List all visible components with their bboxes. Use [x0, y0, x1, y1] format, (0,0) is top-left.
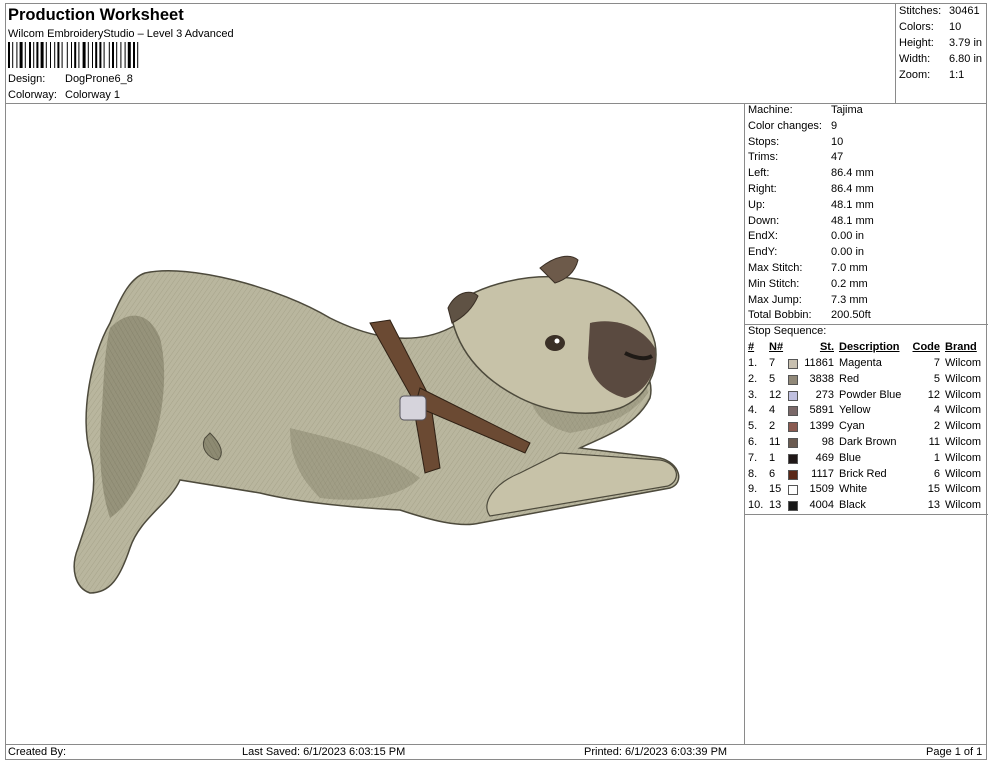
- thread-brand: Wilcom: [945, 420, 982, 433]
- stop-table-row: [745, 357, 988, 373]
- machine-info-row: [748, 136, 986, 152]
- thread-brand: Wilcom: [945, 436, 982, 448]
- machine-info-value: 0.00 in: [831, 230, 865, 243]
- stitch-count: 5891: [809, 404, 834, 417]
- printed-date: Printed: 6/1/2023 6:03:39 PM: [584, 746, 728, 758]
- machine-info-value: 48.1 mm: [831, 214, 874, 227]
- color-description: Black: [839, 499, 866, 512]
- stop-table-row: [745, 499, 988, 515]
- machine-info-value: 86.4 mm: [831, 183, 874, 195]
- barcode-bar: [41, 42, 44, 68]
- thread-brand: Wilcom: [945, 372, 982, 385]
- color-description: Magenta: [839, 357, 882, 369]
- color-code: 2: [933, 420, 940, 433]
- barcode-bar: [116, 42, 117, 68]
- color-swatch: [788, 438, 798, 448]
- barcode-bar: [128, 42, 131, 68]
- col-header-num: #: [748, 341, 755, 353]
- last-saved: Last Saved: 6/1/2023 6:03:15 PM: [242, 746, 406, 758]
- col-header-needle: N#: [769, 341, 784, 353]
- barcode-bar: [112, 42, 114, 68]
- machine-info-row: [748, 309, 986, 325]
- machine-info-value: 0.00 in: [831, 246, 865, 259]
- machine-info-label: Stops:: [748, 135, 780, 148]
- thread-brand: Wilcom: [945, 467, 982, 480]
- stop-table-row: [745, 483, 988, 499]
- machine-info-label: Max Jump:: [748, 293, 802, 306]
- barcode-bar: [50, 42, 51, 68]
- stop-table-row: [745, 468, 988, 484]
- thread-brand: Wilcom: [945, 499, 982, 512]
- machine-info-row: [748, 278, 986, 294]
- color-description: Blue: [839, 451, 862, 464]
- needle-number: 4: [769, 404, 776, 417]
- machine-info-value: 200.50ft: [831, 309, 871, 322]
- summary-label: Stitches:: [899, 5, 942, 17]
- color-code: 6: [933, 467, 940, 480]
- color-swatch: [788, 422, 798, 432]
- row-number: 5.: [748, 420, 758, 433]
- color-description: Cyan: [839, 420, 865, 433]
- color-swatch: [788, 485, 798, 495]
- page-title: Production Worksheet: [8, 6, 184, 24]
- barcode-bar: [8, 42, 10, 68]
- dog-body: [74, 256, 679, 593]
- barcode-bar: [62, 42, 63, 68]
- color-swatch: [788, 501, 798, 511]
- color-description: Yellow: [839, 404, 871, 417]
- barcode-bar: [67, 42, 68, 68]
- stitch-count: 3838: [809, 372, 834, 385]
- row-number: 7.: [748, 451, 758, 464]
- colorway-value: Colorway 1: [65, 89, 121, 101]
- row-number: 6.: [748, 436, 758, 448]
- machine-info-value: 7.0 mm: [831, 262, 868, 274]
- barcode-bar: [57, 42, 59, 68]
- color-code: 15: [927, 483, 940, 496]
- thread-brand: Wilcom: [945, 357, 982, 369]
- barcode-bar: [104, 42, 105, 68]
- color-code: 5: [933, 372, 940, 385]
- stop-table-header: [745, 341, 988, 357]
- needle-number: 13: [769, 499, 782, 512]
- summary-value: 10: [949, 21, 962, 33]
- barcode-bar: [12, 42, 13, 68]
- info-panel: [744, 103, 987, 745]
- machine-info-label: Trims:: [748, 151, 779, 164]
- color-code: 7: [933, 357, 940, 369]
- row-number: 3.: [748, 388, 758, 401]
- machine-info-row: [748, 183, 986, 199]
- row-number: 10.: [748, 499, 764, 512]
- created-by: Created By:: [8, 746, 67, 758]
- machine-info-row: [748, 262, 986, 278]
- color-description: Powder Blue: [839, 388, 902, 401]
- colorway-row: [8, 89, 208, 103]
- row-number: 8.: [748, 467, 758, 480]
- summary-width: [899, 53, 987, 69]
- col-header-description: Description: [839, 341, 900, 353]
- footer-divider: [5, 744, 987, 745]
- summary-box: [895, 3, 987, 104]
- barcode-bar: [36, 42, 38, 68]
- barcode-bar: [88, 42, 89, 68]
- thread-brand: Wilcom: [945, 483, 982, 496]
- barcode-bar: [125, 42, 126, 68]
- summary-label: Zoom:: [899, 69, 931, 81]
- color-swatch: [788, 454, 798, 464]
- summary-label: Colors:: [899, 21, 934, 33]
- summary-colors: [899, 21, 987, 37]
- machine-info-label: Total Bobbin:: [748, 309, 812, 322]
- machine-info-label: EndX:: [748, 230, 778, 243]
- barcode-bar: [25, 42, 26, 68]
- barcode-bar: [20, 42, 23, 68]
- col-header-code: Code: [912, 341, 940, 353]
- machine-info-value: 48.1 mm: [831, 198, 874, 211]
- machine-info-label: Machine:: [748, 104, 793, 116]
- machine-info-row: [748, 294, 986, 310]
- stitch-count: 1509: [809, 483, 834, 496]
- stop-table-row: [745, 373, 988, 389]
- barcode-bar: [54, 42, 55, 68]
- machine-info-label: Up:: [748, 198, 766, 211]
- needle-number: 2: [769, 420, 776, 433]
- barcode-bar: [92, 42, 93, 68]
- machine-info-row: [748, 104, 986, 120]
- machine-info-value: 7.3 mm: [831, 293, 868, 306]
- stop-table-row: [745, 389, 988, 405]
- thread-brand: Wilcom: [945, 404, 982, 417]
- barcode-bar: [83, 42, 86, 68]
- barcode-bar: [137, 42, 138, 68]
- machine-info-value: 0.2 mm: [831, 277, 868, 290]
- page-number: Page 1 of 1: [926, 746, 983, 758]
- color-code: 4: [933, 404, 940, 417]
- design-row: [8, 73, 208, 87]
- summary-label: Width:: [899, 53, 931, 65]
- summary-value: 3.79 in: [949, 37, 983, 49]
- needle-number: 7: [769, 357, 776, 369]
- barcode-bar: [95, 42, 97, 68]
- color-swatch: [788, 470, 798, 480]
- summary-label: Height:: [899, 37, 934, 49]
- barcode-bar: [74, 42, 76, 68]
- barcode-bar: [133, 42, 135, 68]
- row-number: 9.: [748, 483, 758, 496]
- stitch-count: 469: [815, 451, 834, 464]
- color-swatch: [788, 375, 798, 385]
- barcode: [8, 42, 170, 68]
- stop-sequence-title: Stop Sequence:: [748, 325, 827, 337]
- barcode-bar: [120, 42, 121, 68]
- barcode-bar: [99, 42, 101, 68]
- color-swatch: [788, 359, 798, 369]
- machine-info-label: Max Stitch:: [748, 262, 803, 274]
- stop-table-bottom-border: [745, 514, 988, 515]
- summary-height: [899, 37, 987, 53]
- color-description: Red: [839, 372, 860, 385]
- thread-brand: Wilcom: [945, 388, 982, 401]
- machine-info-label: Color changes:: [748, 119, 822, 132]
- row-number: 4.: [748, 404, 758, 417]
- color-code: 1: [933, 451, 940, 464]
- embroidery-design-preview: [60, 248, 690, 598]
- color-code: 11: [928, 436, 940, 448]
- machine-info-value: 9: [831, 119, 838, 132]
- machine-info-value: Tajima: [831, 104, 863, 116]
- machine-info-label: Min Stitch:: [748, 277, 800, 290]
- color-code: 13: [927, 499, 940, 512]
- summary-value: 6.80 in: [949, 53, 983, 65]
- barcode-bar: [109, 42, 110, 68]
- needle-number: 12: [769, 388, 782, 401]
- thread-brand: Wilcom: [945, 451, 982, 464]
- machine-info-row: [748, 167, 986, 183]
- color-swatch: [788, 406, 798, 416]
- color-description: Brick Red: [839, 467, 887, 480]
- row-number: 1.: [748, 357, 758, 369]
- stop-table-row: [745, 452, 988, 468]
- stitch-count: 1399: [809, 420, 834, 433]
- needle-number: 5: [769, 372, 776, 385]
- machine-info-label: EndY:: [748, 246, 778, 259]
- colorway-label: Colorway:: [8, 89, 57, 101]
- needle-number: 1: [769, 451, 776, 464]
- color-description: White: [839, 483, 868, 496]
- col-header-stitches: St.: [819, 341, 834, 353]
- row-number: 2.: [748, 372, 758, 385]
- stitch-count: 4004: [809, 499, 834, 512]
- color-code: 12: [927, 388, 940, 401]
- summary-stitches: [899, 5, 987, 21]
- summary-value: 1:1: [949, 69, 965, 81]
- machine-info-label: Down:: [748, 214, 780, 227]
- machine-info-row: [748, 230, 986, 246]
- color-description: Dark Brown: [839, 436, 897, 448]
- barcode-bar: [71, 42, 72, 68]
- stitch-count: 11861: [804, 357, 834, 369]
- needle-number: 6: [769, 467, 776, 480]
- summary-value: 30461: [949, 5, 980, 17]
- stop-table-row: [745, 436, 988, 452]
- stop-table-row: [745, 404, 988, 420]
- barcode-bar: [33, 42, 34, 68]
- stitch-count: 98: [821, 436, 834, 448]
- design-label: Design:: [8, 73, 46, 85]
- machine-info-row: [748, 120, 986, 136]
- machine-info-row: [748, 246, 986, 262]
- machine-info-label: Right:: [748, 183, 777, 195]
- machine-info-label: Left:: [748, 167, 770, 180]
- machine-info-value: 47: [831, 151, 844, 164]
- needle-number: 11: [769, 436, 781, 448]
- color-swatch: [788, 391, 798, 401]
- barcode-bar: [46, 42, 47, 68]
- stitch-count: 273: [815, 388, 834, 401]
- machine-info-value: 86.4 mm: [831, 167, 874, 180]
- machine-info-row: [748, 215, 986, 231]
- software-subtitle: Wilcom EmbroideryStudio – Level 3 Advanced: [8, 28, 234, 40]
- barcode-bar: [78, 42, 79, 68]
- stop-table-row: [745, 420, 988, 436]
- col-header-brand: Brand: [945, 341, 977, 353]
- machine-info-row: [748, 151, 986, 167]
- machine-info-value: 10: [831, 135, 844, 148]
- design-value: DogProne6_8: [65, 73, 133, 85]
- barcode-bar: [29, 42, 31, 68]
- summary-zoom: [899, 69, 987, 85]
- stitch-count: 1117: [811, 467, 834, 480]
- needle-number: 15: [769, 483, 782, 496]
- machine-info-row: [748, 199, 986, 215]
- barcode-bar: [16, 42, 17, 68]
